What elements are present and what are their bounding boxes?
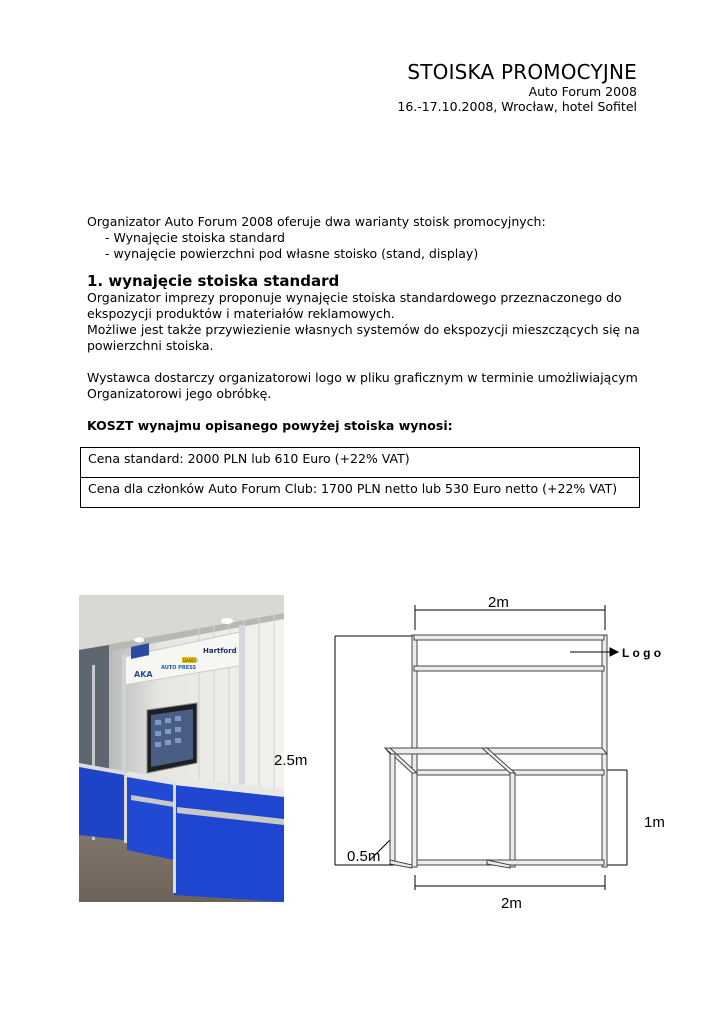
price-club: Cena dla członków Auto Forum Club: 1700 PLN netto lub 530 Euro netto (+22% VAT)	[81, 478, 640, 508]
document-header	[397, 60, 637, 114]
event-date-place: 16.-17.10.2008, Wrocław, hotel Sofitel	[397, 99, 637, 114]
section-para2-line2: Organizatorowi jego obróbkę.	[87, 386, 272, 401]
banner-logo-aka: AKA	[134, 670, 153, 679]
section-para1-line3: Możliwe jest także przywiezienie własnych systemów do ekspozycji mieszczących się na	[87, 322, 640, 337]
counter-height-label: 1m	[644, 814, 665, 831]
booth-photo	[79, 595, 284, 902]
price-table	[80, 447, 640, 508]
price-standard: Cena standard: 2000 PLN lub 610 Euro (+22% VAT)	[81, 448, 640, 478]
event-name: Auto Forum 2008	[528, 84, 637, 99]
banner-logo-danco: DANCO	[183, 658, 198, 663]
depth-label: 0.5m	[347, 848, 381, 865]
banner-logo-hartford: Hartford	[203, 647, 237, 655]
spacer	[87, 402, 647, 418]
section-heading: 1. wynajęcie stoiska standard	[87, 272, 340, 290]
document-body	[87, 214, 647, 434]
banner-logo-autopress: AUTO PRESS	[161, 665, 197, 671]
logo-label: L o g o	[622, 646, 662, 660]
booth-diagram	[270, 590, 680, 920]
section-para1-line2: ekspozycji produktów i materiałów reklamowych.	[87, 306, 395, 321]
top-width-label: 2m	[488, 594, 509, 611]
cost-heading: KOSZT wynajmu opisanego powyżej stoiska wynosi:	[87, 418, 453, 433]
height-label: 2.5m	[274, 752, 308, 769]
option-standard: - Wynajęcie stoiska standard	[105, 230, 285, 245]
section-para2-line1: Wystawca dostarczy organizatorowi logo w pliku graficznym w terminie umożliwiającym	[87, 370, 638, 385]
section-para1-line1: Organizator imprezy proponuje wynajęcie stoiska standardowego przeznaczonego do	[87, 290, 622, 305]
section-para1-line4: powierzchni stoiska.	[87, 338, 214, 353]
table-row	[81, 478, 640, 508]
intro-text: Organizator Auto Forum 2008 oferuje dwa warianty stoisk promocyjnych:	[87, 214, 546, 229]
table-row	[81, 448, 640, 478]
option-own-stand: - wynajęcie powierzchni pod własne stoisko (stand, display)	[105, 246, 479, 261]
booth-diagram-drawing	[270, 590, 680, 920]
booth-photo-image	[79, 595, 284, 902]
document-title: STOISKA PROMOCYJNE	[407, 60, 637, 84]
spacer	[87, 354, 647, 370]
bottom-width-label: 2m	[501, 895, 522, 912]
